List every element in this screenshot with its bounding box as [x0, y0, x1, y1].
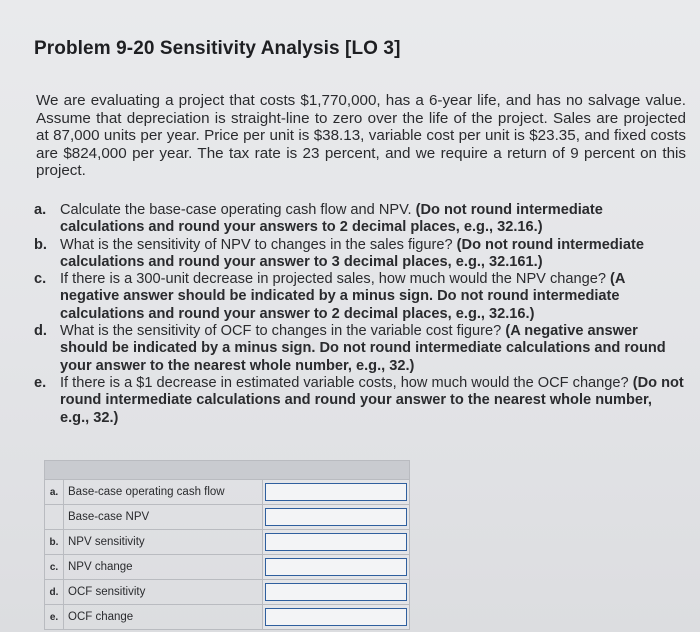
- table-row: [45, 580, 410, 605]
- ocf-change-input[interactable]: [265, 608, 407, 626]
- row-label: NPV sensitivity: [64, 530, 263, 555]
- question-letter: e.: [34, 374, 47, 391]
- question-list: [34, 202, 684, 427]
- row-letter: e.: [45, 605, 64, 630]
- question-letter: b.: [34, 236, 47, 253]
- table-row: [45, 505, 410, 530]
- npv-change-input[interactable]: [265, 558, 407, 576]
- table-row: [45, 530, 410, 555]
- table-row: [45, 605, 410, 630]
- question-note: (Do not round intermediate calculations and round your answers to 2 decimal places, e.g., 32.16.): [60, 202, 603, 236]
- row-letter: d.: [45, 580, 64, 605]
- base-case-ocf-input[interactable]: [265, 483, 407, 501]
- question-note: (Do not round intermediate calculations and round your answer to 3 decimal places, e.g., 32.161.): [60, 236, 644, 270]
- problem-intro: We are evaluating a project that costs $1,770,000, has a 6-year life, and has no salvage value. Assume that depreciation is straight-line to zero over the life of the project. Sales are projected at 87,000 units per year. Price per unit is $38.13, variable cost per unit is $23.35, and fixed costs are $824,000 per year. The tax rate is 23 percent, and we require a return of 9 percent on this project.: [36, 92, 686, 179]
- question-note: (A negative answer should be indicated by a minus sign. Do not round intermediate calculations and round your answer to 2 decimal places, e.g., 32.16.): [60, 271, 625, 322]
- table-row: [45, 480, 410, 505]
- question-text: Calculate the base-case operating cash flow and NPV.: [60, 202, 416, 218]
- question-text: If there is a 300-unit decrease in projected sales, how much would the NPV change?: [60, 271, 611, 288]
- question-text: What is the sensitivity of OCF to changes in the variable cost figure?: [60, 323, 506, 340]
- row-label: Base-case NPV: [64, 505, 263, 530]
- row-letter: c.: [45, 555, 64, 580]
- row-label: OCF change: [64, 605, 263, 630]
- answer-table: [44, 460, 410, 630]
- npv-sensitivity-input[interactable]: [265, 533, 407, 551]
- question-note: (A negative answer should be indicated by a minus sign. Do not round intermediate calculations and round your answer to the nearest whole number, e.g., 32.): [60, 323, 666, 374]
- question-b: [34, 237, 684, 272]
- row-label: OCF sensitivity: [64, 580, 263, 605]
- table-row: [45, 555, 410, 580]
- question-text: What is the sensitivity of NPV to changes in the sales figure?: [60, 236, 457, 253]
- question-note: (Do not round intermediate calculations and round your answer to the nearest whole number, e.g., 32.): [60, 374, 684, 426]
- question-letter: d.: [34, 323, 47, 340]
- question-d: [34, 323, 684, 375]
- question-a: [34, 202, 684, 237]
- question-e: [34, 375, 684, 427]
- row-label: NPV change: [64, 555, 263, 580]
- question-text: If there is a $1 decrease in estimated variable costs, how much would the OCF change?: [60, 374, 633, 391]
- row-letter: [45, 505, 64, 530]
- question-letter: a.: [34, 202, 47, 218]
- problem-title: Problem 9-20 Sensitivity Analysis [LO 3]: [34, 38, 401, 59]
- base-case-npv-input[interactable]: [265, 508, 407, 526]
- table-header-row: [45, 461, 410, 480]
- ocf-sensitivity-input[interactable]: [265, 583, 407, 601]
- question-c: [34, 271, 684, 323]
- row-letter: b.: [45, 530, 64, 555]
- row-letter: a.: [45, 480, 64, 505]
- row-label: Base-case operating cash flow: [64, 480, 263, 505]
- question-letter: c.: [34, 271, 47, 288]
